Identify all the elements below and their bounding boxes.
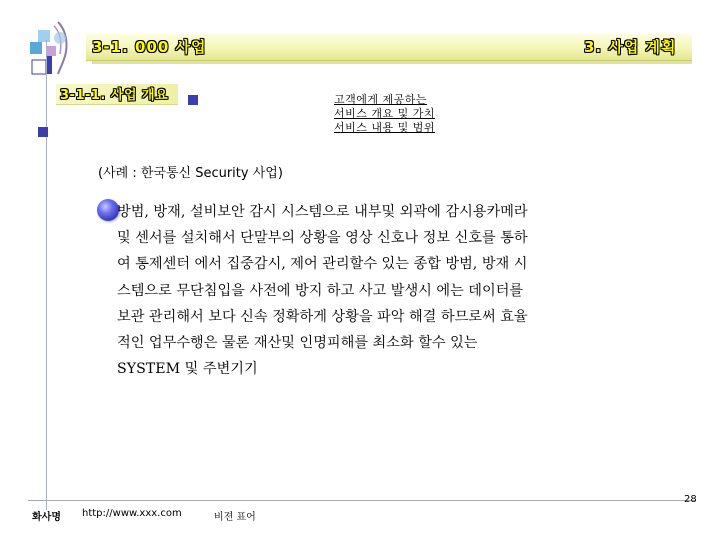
page-number: 28 xyxy=(684,494,697,505)
example-label: (사례 : 한국통신 Security 사업) xyxy=(98,166,283,181)
logo-ornament xyxy=(24,16,94,80)
footer-note: 비젼 표어 xyxy=(214,512,256,523)
body-line: 적인 업무수행은 물론 재산및 인명피해를 최소화 할수 있는 xyxy=(117,335,478,352)
body-line: SYSTEM 및 주변기기 xyxy=(117,361,258,378)
subsection-title: 3-1-1. 사업 개요 xyxy=(60,88,169,103)
body-line: 방범, 방재, 설비보안 감시 시스템으로 내부및 외곽에 감시용카메라 xyxy=(117,204,528,220)
link-service-scope[interactable]: 서비스 내용 및 범위 xyxy=(334,121,435,134)
body-paragraph xyxy=(117,199,597,382)
footer-divider xyxy=(28,500,696,501)
chapter-title: 3. 사업 계획 xyxy=(584,38,677,56)
body-line: 여 통제센터 에서 집중감시, 제어 관리할수 있는 종합 방범, 방재 시 xyxy=(117,256,528,273)
body-line: 및 센서를 설치해서 단말부의 상황을 영상 신호나 정보 신호를 통하 xyxy=(117,230,528,247)
square-marker xyxy=(188,95,198,105)
link-customer-offering[interactable]: 고객에게 제공하는 xyxy=(334,93,428,106)
body-line: 스템으로 무단침입을 사전에 방지 하고 사고 발생시 에는 데이터를 xyxy=(117,282,524,299)
bullet-icon xyxy=(97,199,119,221)
header-shadow xyxy=(92,61,692,64)
footer-company: 화사명 xyxy=(32,512,61,523)
square-marker xyxy=(38,127,48,137)
section-title: 3-1. 000 사업 xyxy=(92,38,207,56)
link-service-overview[interactable]: 서비스 개요 및 가치 xyxy=(334,107,435,120)
body-line: 보관 관리해서 보다 신속 정확하게 상황을 파악 해결 하므로써 효율 xyxy=(117,308,528,325)
footer-url[interactable]: http://www.xxx.com xyxy=(82,508,182,519)
guide-line xyxy=(46,40,47,510)
